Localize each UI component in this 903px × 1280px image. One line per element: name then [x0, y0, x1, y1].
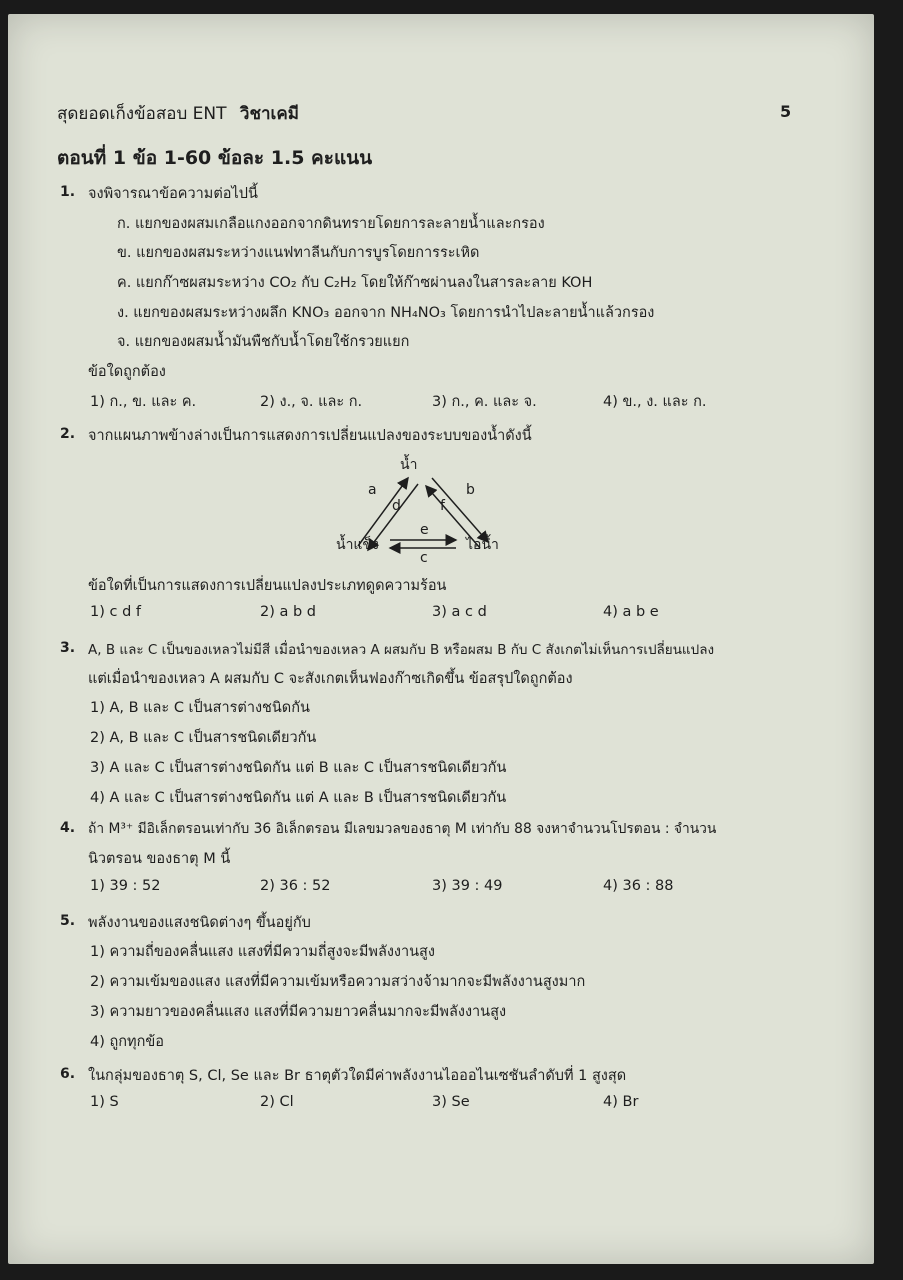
q6-option: 3) Se [432, 1094, 470, 1110]
q3-option: 3) A และ C เป็นสารต่างชนิดกัน แต่ B และ C เป็นสารชนิดเดียวกัน [90, 760, 507, 776]
label-d: d [392, 498, 401, 514]
question-1-prompt: ข้อใดถูกต้อง [88, 364, 166, 380]
water-phase-diagram [330, 450, 530, 570]
question-1-number: 1. [60, 184, 76, 200]
page-number: 5 [780, 102, 792, 121]
q1-option: 2) ง., จ. และ ก. [260, 394, 363, 410]
question-4-number: 4. [60, 820, 76, 836]
question-2-number: 2. [60, 426, 76, 442]
q5-option: 1) ความถี่ของคลื่นแสง แสงที่มีความถี่สูงจะมีพลังงานสูง [90, 944, 435, 960]
question-2-stem: จากแผนภาพข้างล่างเป็นการแสดงการเปลี่ยนแปลงของระบบของน้ำดังนี้ [88, 428, 532, 444]
q4-option: 3) 39 : 49 [432, 878, 503, 894]
q6-option: 2) Cl [260, 1094, 294, 1110]
q1-option: 4) ข., ง. และ ก. [603, 394, 707, 410]
q4-option: 4) 36 : 88 [603, 878, 674, 894]
q1-option: 3) ก., ค. และ จ. [432, 394, 537, 410]
label-c: c [420, 550, 428, 566]
node-ice: น้ำแข็ง [336, 537, 379, 553]
q2-option: 1) c d f [90, 604, 141, 620]
label-f: f [440, 498, 445, 514]
question-3-stem-line1: A, B และ C เป็นของเหลวไม่มีสี เมื่อนำของเหลว A ผสมกับ B หรือผสม B กับ C สังเกตไม่เห็นการเปลี่ยนแปลง [88, 642, 715, 658]
question-4-stem-line2: นิวตรอน ของธาตุ M นี้ [88, 851, 231, 867]
q1-item: ง. แยกของผสมระหว่างผลึก KNO₃ ออกจาก NH₄NO₃ โดยการนำไปละลายน้ำแล้วกรอง [117, 305, 655, 321]
question-3-stem-line2: แต่เมื่อนำของเหลว A ผสมกับ C จะสังเกตเห็นฟองก๊าซเกิดขึ้น ข้อสรุปใดถูกต้อง [88, 671, 573, 687]
question-6-stem: ในกลุ่มของธาตุ S, Cl, Se และ Br ธาตุตัวใดมีค่าพลังงานไอออไนเซชันลำดับที่ 1 สูงสุด [88, 1068, 627, 1084]
question-3-number: 3. [60, 640, 76, 656]
q5-option: 2) ความเข้มของแสง แสงที่มีความเข้มหรือความสว่างจ้ามากจะมีพลังงานสูงมาก [90, 974, 586, 990]
book-title: สุดยอดเก็งข้อสอบ ENT [57, 104, 227, 124]
label-b: b [466, 482, 475, 498]
q6-option: 4) Br [603, 1094, 639, 1110]
question-4-stem-line1: ถ้า M³⁺ มีอิเล็กตรอนเท่ากับ 36 อิเล็กตรอน มีเลขมวลของธาตุ M เท่ากับ 88 จงหาจำนวนโปรตอน : จำนวน [88, 821, 717, 837]
subject-title: วิชาเคมี [239, 104, 299, 124]
question-1-stem: จงพิจารณาข้อความต่อไปนี้ [88, 186, 258, 202]
q5-option: 3) ความยาวของคลื่นแสง แสงที่มีความยาวคลื่นมากจะมีพลังงานสูง [90, 1004, 507, 1020]
q3-option: 2) A, B และ C เป็นสารชนิดเดียวกัน [90, 730, 317, 746]
q1-item: ก. แยกของผสมเกลือแกงออกจากดินทรายโดยการละลายน้ำและกรอง [117, 216, 545, 232]
question-2-prompt: ข้อใดที่เป็นการแสดงการเปลี่ยนแปลงประเภทดูดความร้อน [88, 578, 447, 594]
q5-option: 4) ถูกทุกข้อ [90, 1034, 165, 1050]
q1-item: ค. แยกก๊าซผสมระหว่าง CO₂ กับ C₂H₂ โดยให้ก๊าซผ่านลงในสารละลาย KOH [117, 275, 593, 291]
q1-item: ข. แยกของผสมระหว่างแนฟทาลีนกับการบูรโดยการระเหิด [117, 245, 480, 261]
q3-option: 1) A, B และ C เป็นสารต่างชนิดกัน [90, 700, 310, 716]
question-5-stem: พลังงานของแสงชนิดต่างๆ ขึ้นอยู่กับ [88, 915, 311, 931]
node-vapor: ไอน้ำ [466, 537, 499, 553]
label-a: a [368, 482, 377, 498]
q3-option: 4) A และ C เป็นสารต่างชนิดกัน แต่ A และ B เป็นสารชนิดเดียวกัน [90, 790, 507, 806]
q2-option: 4) a b e [603, 604, 659, 620]
q4-option: 1) 39 : 52 [90, 878, 161, 894]
q6-option: 1) S [90, 1094, 119, 1110]
node-water: น้ำ [400, 457, 418, 473]
q1-option: 1) ก., ข. และ ค. [90, 394, 197, 410]
q1-item: จ. แยกของผสมน้ำมันพืชกับน้ำโดยใช้กรวยแยก [117, 334, 410, 350]
question-6-number: 6. [60, 1066, 76, 1082]
book-header [57, 100, 299, 127]
part-title: ตอนที่ 1 ข้อ 1-60 ข้อละ 1.5 คะแนน [57, 147, 373, 169]
label-e: e [420, 522, 429, 538]
question-5-number: 5. [60, 913, 76, 929]
q2-option: 3) a c d [432, 604, 487, 620]
q4-option: 2) 36 : 52 [260, 878, 331, 894]
q2-option: 2) a b d [260, 604, 317, 620]
